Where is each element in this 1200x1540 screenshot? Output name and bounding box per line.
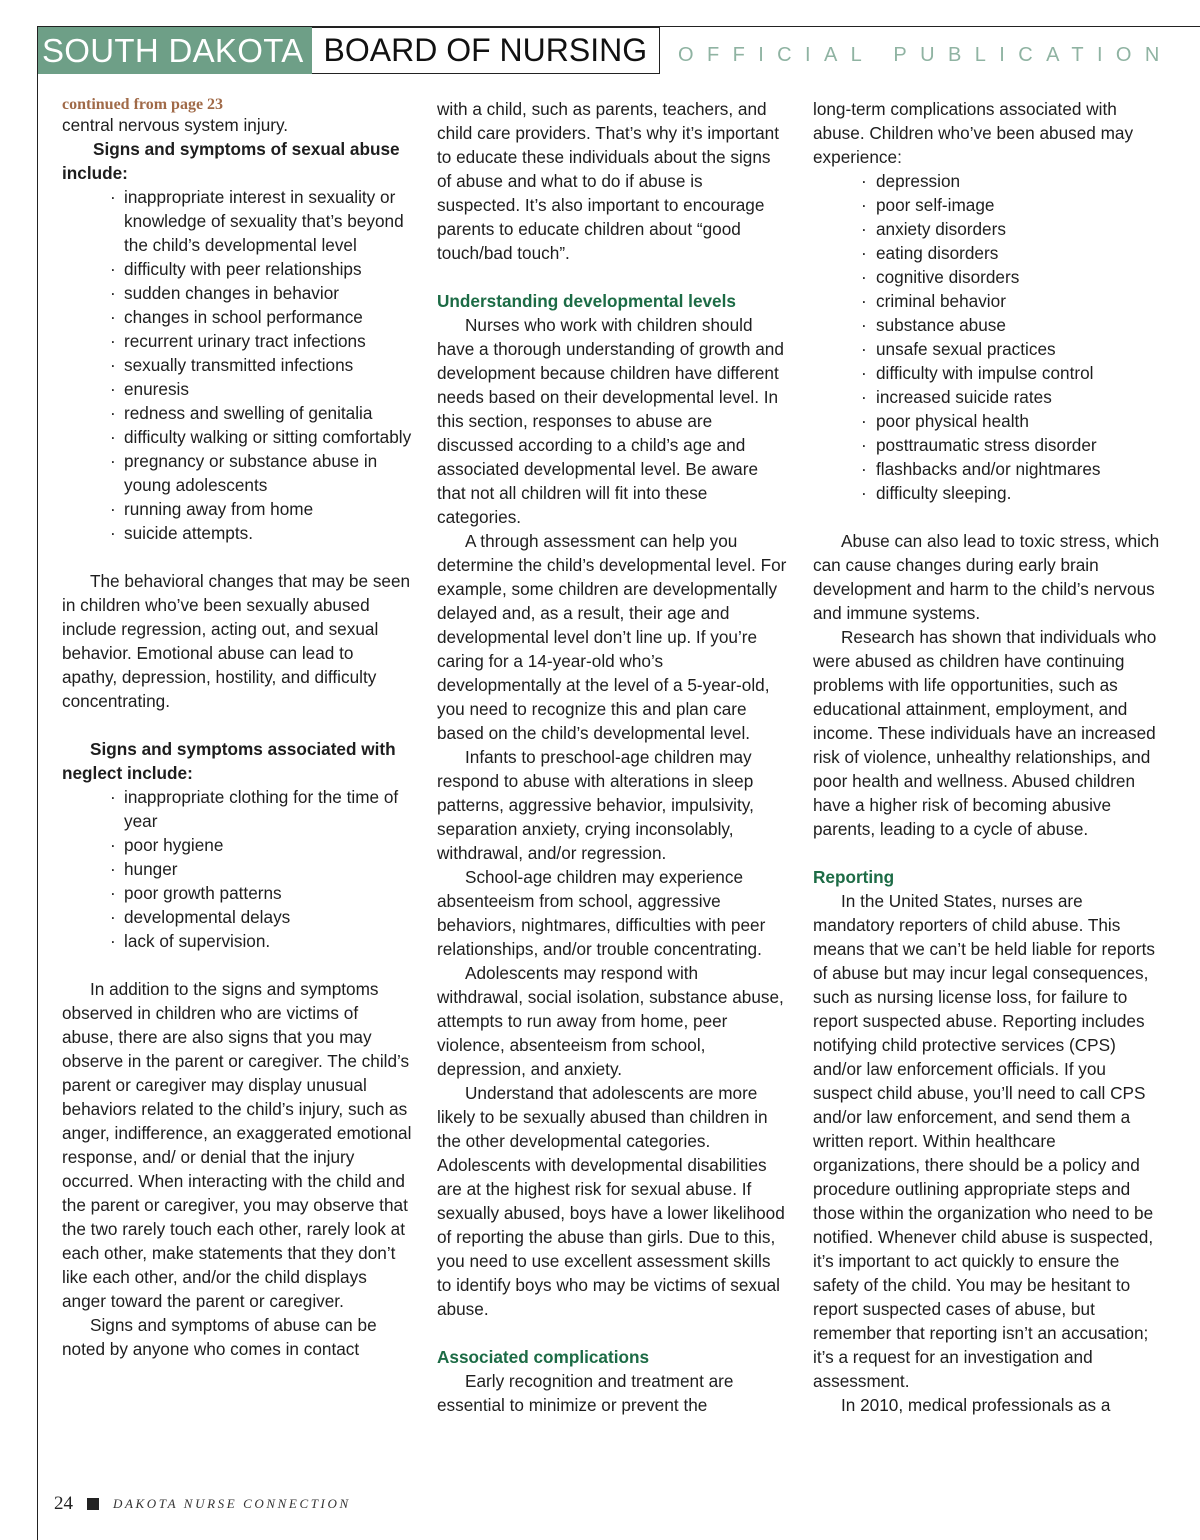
list-item: · substance abuse [813,313,1165,337]
list-item: · posttraumatic stress disorder [813,433,1165,457]
paragraph-research: Research has shown that individuals who were abused as children have continuing problems with life opportunities, such as educational attainment, employment, and income. These individuals have an increased risk of violence, unhealthy relationships, and poor health and wellness. Abused children have a higher risk of becoming abusive parents, leading to a cycle of abuse. [813,627,1157,839]
paragraph-long-term: long-term complications associated with abuse. Children who’ve been abused may experience: [813,99,1134,167]
list-item: · changes in school performance [62,305,412,329]
list-item: · increased suicide rates [813,385,1165,409]
masthead [38,27,660,74]
heading-developmental-levels: Understanding developmental levels [437,291,736,311]
paragraph-addition: In addition to the signs and symptoms observed in children who are victims of abuse, there are also signs that you may observe in the parent or caregiver. The child’s parent or caregiver may display unusual behaviors related to the child’s injury, such as anger, indifference, an exaggerated emotional response, and/ or denial that the injury occurred. When interacting with the child and the parent or caregiver, you may observe that the two rarely touch each other, rarely look at each other, make statements that they don’t like each other, and/or the child displays anger toward the parent or caregiver. [62,979,412,1311]
paragraph-behavioral: The behavioral changes that may be seen in children who’ve been sexually abused include regression, acting out, and sexual behavior. Emotional abuse can lead to apathy, depression, hostility, and difficulty concentrating. [62,571,411,711]
list-item: · anxiety disorders [813,217,1165,241]
list-item: · difficulty sleeping. [813,481,1165,505]
list-item: · cognitive disorders [813,265,1165,289]
heading-associated-complications: Associated complications [437,1347,650,1367]
masthead-state: SOUTH DAKOTA [38,27,312,74]
list-item: · redness and swelling of genitalia [62,401,412,425]
paragraph-early-recognition: Early recognition and treatment are essential to minimize or prevent the [437,1371,734,1415]
paragraph-understand: Understand that adolescents are more likely to be sexually abused than children in the other developmental categories. Adolescents with developmental disabilities are at the highest risk for sexual abuse. If sexually abused, boys have a lower likelihood of reporting the abuse than girls. Due to this, you need to use excellent assessment skills to identify boys who may be victims of sexual abuse. [437,1083,785,1319]
column-1 [62,97,412,1361]
list-item: · difficulty walking or sitting comfortably [62,425,412,449]
paragraph-school-age: School-age children may experience absenteeism from school, aggressive behaviors, nightmares, difficulties with peer relationships, and/or trouble concentrating. [437,867,766,959]
list-item: · suicide attempts. [62,521,412,545]
subheading-neglect: Signs and symptoms associated with neglect include: [62,739,396,783]
list-item: · poor self-image [813,193,1165,217]
list-item: · flashbacks and/or nightmares [813,457,1165,481]
list-item: · difficulty with impulse control [813,361,1165,385]
list-item: · lack of supervision. [62,929,412,953]
list-item: · criminal behavior [813,289,1165,313]
list-complications [813,169,1165,505]
list-item: · inappropriate interest in sexuality or knowledge of sexuality that’s beyond the child’s developmental level [62,185,412,257]
list-item: · unsafe sexual practices [813,337,1165,361]
list-sexual-abuse [62,185,412,545]
list-item: · poor growth patterns [62,881,412,905]
paragraph-united-states: In the United States, nurses are mandatory reporters of child abuse. This means that we can’t be held liable for reports of abuse but may incur legal consequences, such as nursing license loss, for failure to report suspected abuse. Reporting includes notifying child protective services (CPS) and/or law enforcement officials. If you suspect child abuse, you’ll need to call CPS and/or law enforcement, and send them a written report. Within healthcare organizations, there should be a policy and procedure outlining appropriate steps and those within the organization who need to be notified. Whenever child abuse is suspected, it’s important to act quickly to ensure the safety of the child. You may be hesitant to report suspected cases of abuse, but remember that reporting isn’t an accusation; it’s a request for an investigation and assessment. [813,891,1156,1391]
left-rule [37,27,38,1540]
column-3 [813,97,1165,1417]
list-item: · depression [813,169,1165,193]
square-bullet-icon [87,1498,99,1510]
paragraph-assessment: A through assessment can help you determine the child’s developmental level. For example, some children are developmentally delayed and, as a result, their age and developmental level don’t line up. If you’re caring for a 14-year-old who’s developmentally at the level of a 5-year-old, you need to recognize this and plan care based on the child’s developmental level. [437,531,787,743]
list-item: · enuresis [62,377,412,401]
list-item: · poor hygiene [62,833,412,857]
list-neglect [62,785,412,953]
paragraph-2010: In 2010, medical professionals as a [841,1395,1111,1415]
column-2 [437,97,787,1417]
list-item: · developmental delays [62,905,412,929]
list-item: · difficulty with peer relationships [62,257,412,281]
list-item: · sudden changes in behavior [62,281,412,305]
spacer [62,953,412,977]
spacer [437,265,787,289]
masthead-board: BOARD OF NURSING [312,27,661,74]
official-publication-label: OFFICIAL PUBLICATION [678,44,1173,66]
list-item: · hunger [62,857,412,881]
list-item: · pregnancy or substance abuse in young adolescents [62,449,412,497]
spacer [437,1321,787,1345]
subheading-sexual-abuse: Signs and symptoms of sexual abuse include: [62,139,400,183]
paragraph-intro: central nervous system injury. [62,115,289,135]
list-item: · inappropriate clothing for the time of year [62,785,412,833]
list-item: · eating disorders [813,241,1165,265]
heading-reporting: Reporting [813,867,895,887]
publication-name: DAKOTA NURSE CONNECTION [113,1496,351,1511]
page-number: 24 [54,1493,73,1514]
spacer [813,505,1165,529]
paragraph-continuation: with a child, such as parents, teachers, and child care providers. That’s why it’s important to educate these individuals about the signs of abuse and what to do if abuse is suspected. It’s also important to encourage parents to educate children about “good touch/bad touch”. [437,99,779,263]
paragraph-infants: Infants to preschool-age children may respond to abuse with alterations in sleep patterns, aggressive behavior, impulsivity, separation anxiety, crying inconsolably, withdrawal, and/or regression. [437,747,754,863]
paragraph-nurses: Nurses who work with children should have a thorough understanding of growth and development because children have different needs based on their developmental level. In this section, responses to abuse are discussed according to a child’s age and associated developmental level. Be aware that not all children will fit into these categories. [437,315,784,527]
continued-note: continued from page 23 [62,96,224,113]
list-item: · sexually transmitted infections [62,353,412,377]
paragraph-noted: Signs and symptoms of abuse can be noted by anyone who comes in contact [62,1315,377,1359]
list-item: · recurrent urinary tract infections [62,329,412,353]
spacer [813,841,1165,865]
spacer [62,545,412,569]
paragraph-adolescents: Adolescents may respond with withdrawal, social isolation, substance abuse, attempts to run away from home, peer violence, absenteeism from school, depression, and anxiety. [437,963,784,1079]
list-item: · running away from home [62,497,412,521]
paragraph-toxic-stress: Abuse can also lead to toxic stress, which can cause changes during early brain development and harm to the child’s nervous and immune systems. [813,531,1160,623]
spacer [62,713,412,737]
list-item: · poor physical health [813,409,1165,433]
footer [54,1493,351,1515]
